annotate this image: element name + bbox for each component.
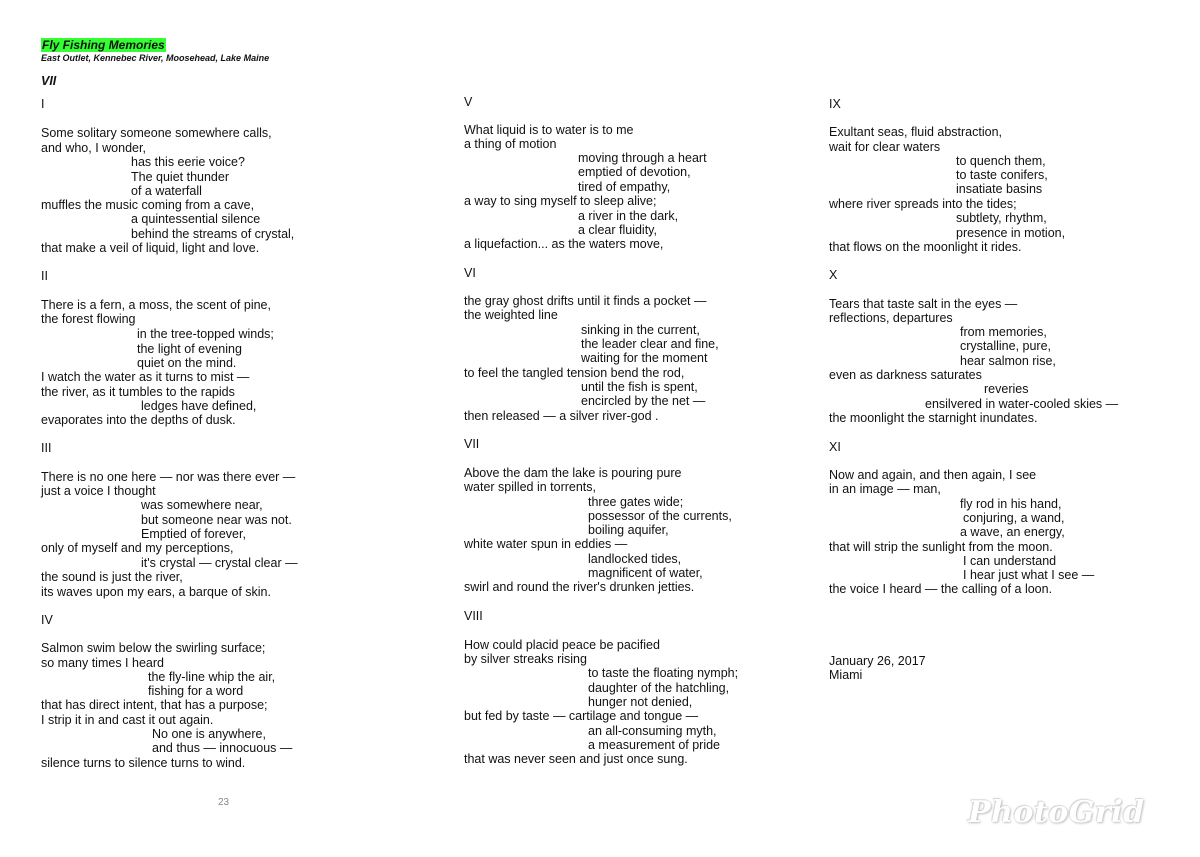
poem-line: VIII <box>464 609 483 623</box>
poem-line: a clear fluidity, <box>578 223 657 237</box>
poem-line: XI <box>829 440 841 454</box>
poem-line: reveries <box>984 382 1029 396</box>
poem-line: No one is anywhere, <box>152 727 266 741</box>
poem-line: the river, as it tumbles to the rapids <box>41 385 235 399</box>
poem-line: reflections, departures <box>829 311 953 325</box>
poem-line: a river in the dark, <box>578 209 679 223</box>
poem-line: the leader clear and fine, <box>581 337 719 351</box>
poem-line: but fed by taste — cartilage and tongue — <box>464 709 699 723</box>
poem-line: I hear just what I see — <box>963 568 1095 582</box>
poem-line: until the fish is spent, <box>581 380 698 394</box>
poem-line: What liquid is to water is to me <box>464 123 634 137</box>
poem-line: III <box>41 441 52 455</box>
poem-line: a quintessential silence <box>131 212 261 226</box>
poem-line: daughter of the hatchling, <box>588 681 730 695</box>
poem-line: an all-consuming myth, <box>588 724 717 738</box>
poem-line: water spilled in torrents, <box>464 480 597 494</box>
poem-line: the forest flowing <box>41 312 136 326</box>
poem-line: How could placid peace be pacified <box>464 638 660 652</box>
poem-line: conjuring, a wand, <box>963 511 1065 525</box>
poem-line: and who, I wonder, <box>41 141 146 155</box>
poem-line: behind the streams of crystal, <box>131 227 295 241</box>
poem-line: to taste conifers, <box>956 168 1048 182</box>
poem-line: its waves upon my ears, a barque of skin. <box>41 585 271 599</box>
poem-line: the light of evening <box>137 342 242 356</box>
poem-line: and thus — innocuous — <box>152 741 293 755</box>
poem-line: tired of empathy, <box>578 180 671 194</box>
poem-line: V <box>464 95 473 109</box>
poem-line: just a voice I thought <box>41 484 156 498</box>
poem-line: the sound is just the river, <box>41 570 183 584</box>
poem-line: wait for clear waters <box>829 140 941 154</box>
poem-line: IX <box>829 97 841 111</box>
poem-line: the gray ghost drifts until it finds a pocket — <box>464 294 707 308</box>
poem-line: I can understand <box>963 554 1057 568</box>
poem-line: to quench them, <box>956 154 1046 168</box>
poem-line: emptied of devotion, <box>578 165 691 179</box>
poem-line: January 26, 2017 <box>829 654 926 668</box>
poem-line: waiting for the moment <box>581 351 708 365</box>
poem-line: insatiate basins <box>956 182 1043 196</box>
poem-line: magnificent of water, <box>588 566 703 580</box>
poem-line: I <box>41 97 45 111</box>
poem-subtitle: East Outlet, Kennebec River, Moosehead, Lake Maine <box>41 53 270 63</box>
poem-line: Miami <box>829 668 863 682</box>
poem-line: VII <box>464 437 480 451</box>
poem-line: swirl and round the river's drunken jetties. <box>464 580 695 594</box>
poem-line: white water spun in eddies — <box>464 537 628 551</box>
poem-line: Emptied of forever, <box>141 527 246 541</box>
poem-line: that was never seen and just once sung. <box>464 752 688 766</box>
poem-line: that will strip the sunlight from the moon. <box>829 540 1053 554</box>
poem-line: that has direct intent, that has a purpose; <box>41 698 268 712</box>
poem-line: silence turns to silence turns to wind. <box>41 756 246 770</box>
poem-line: hear salmon rise, <box>960 354 1056 368</box>
poem-line: Tears that taste salt in the eyes — <box>829 297 1018 311</box>
poem-line: but someone near was not. <box>141 513 292 527</box>
poem-line: has this eerie voice? <box>131 155 245 169</box>
poem-line: Now and again, and then again, I see <box>829 468 1037 482</box>
poem-line: II <box>41 269 48 283</box>
poem-line: crystalline, pure, <box>960 339 1052 353</box>
poem-line: a liquefaction... as the waters move, <box>464 237 664 251</box>
poem-line: the moonlight the starnight inundates. <box>829 411 1038 425</box>
poem-line: of a waterfall <box>131 184 202 198</box>
poem-title: Fly Fishing Memories <box>42 38 165 52</box>
poem-line: then released — a silver river-god . <box>464 409 659 423</box>
poem-line: so many times I heard <box>41 656 164 670</box>
poem-line: ensilvered in water-cooled skies — <box>925 397 1119 411</box>
poem-line: fishing for a word <box>148 684 244 698</box>
poem-line: that flows on the moonlight it rides. <box>829 240 1022 254</box>
poem-line: by silver streaks rising <box>464 652 587 666</box>
poem-line: sinking in the current, <box>581 323 700 337</box>
poem-number: VII <box>41 74 57 88</box>
poem-line: the weighted line <box>464 308 558 322</box>
poem-line: VI <box>464 266 476 280</box>
poem-line: There is no one here — nor was there ever — <box>41 470 296 484</box>
poem-line: fly rod in his hand, <box>960 497 1062 511</box>
poem-line: three gates wide; <box>588 495 684 509</box>
poem-line: landlocked tides, <box>588 552 682 566</box>
poem-line: X <box>829 268 838 282</box>
poem-line: quiet on the mind. <box>137 356 237 370</box>
poem-line: from memories, <box>960 325 1047 339</box>
poem-line: it's crystal — crystal clear — <box>141 556 298 570</box>
poem-line: Above the dam the lake is pouring pure <box>464 466 682 480</box>
poem-line: a wave, an energy, <box>960 525 1065 539</box>
poem-line: boiling aquifer, <box>588 523 669 537</box>
poem-line: muffles the music coming from a cave, <box>41 198 255 212</box>
poem-line: that make a veil of liquid, light and love. <box>41 241 260 255</box>
poem-line: where river spreads into the tides; <box>829 197 1017 211</box>
poem-line: the voice I heard — the calling of a loon. <box>829 582 1053 596</box>
poem-line: subtlety, rhythm, <box>956 211 1047 225</box>
poem-line: hunger not denied, <box>588 695 693 709</box>
poem-line: in the tree-topped winds; <box>137 327 274 341</box>
poem-line: presence in motion, <box>956 226 1066 240</box>
poem-line: a thing of motion <box>464 137 557 151</box>
poem-line: possessor of the currents, <box>588 509 732 523</box>
poem-line: The quiet thunder <box>131 170 229 184</box>
poem-line: in an image — man, <box>829 482 941 496</box>
page-number: 23 <box>218 797 230 808</box>
poem-line: evaporates into the depths of dusk. <box>41 413 236 427</box>
poem-line: a way to sing myself to sleep alive; <box>464 194 657 208</box>
poem-line: Exultant seas, fluid abstraction, <box>829 125 1003 139</box>
poem-line: even as darkness saturates <box>829 368 982 382</box>
poem-line: only of myself and my perceptions, <box>41 541 234 555</box>
poem-line: moving through a heart <box>578 151 707 165</box>
poem-line: the fly-line whip the air, <box>148 670 276 684</box>
poem-line: to feel the tangled tension bend the rod, <box>464 366 685 380</box>
poem-line: There is a fern, a moss, the scent of pine, <box>41 298 271 312</box>
poem-line: to taste the floating nymph; <box>588 666 739 680</box>
poem-line: I strip it in and cast it out again. <box>41 713 214 727</box>
poem-line: I watch the water as it turns to mist — <box>41 370 250 384</box>
poem-line: was somewhere near, <box>141 498 263 512</box>
photogrid-watermark: PhotoGrid <box>968 795 1145 830</box>
poem-line: encircled by the net — <box>581 394 706 408</box>
poem-line: ledges have defined, <box>141 399 257 413</box>
poem-line: Salmon swim below the swirling surface; <box>41 641 266 655</box>
poem-line: IV <box>41 613 53 627</box>
poem-line: Some solitary someone somewhere calls, <box>41 126 272 140</box>
poem-line: a measurement of pride <box>588 738 721 752</box>
